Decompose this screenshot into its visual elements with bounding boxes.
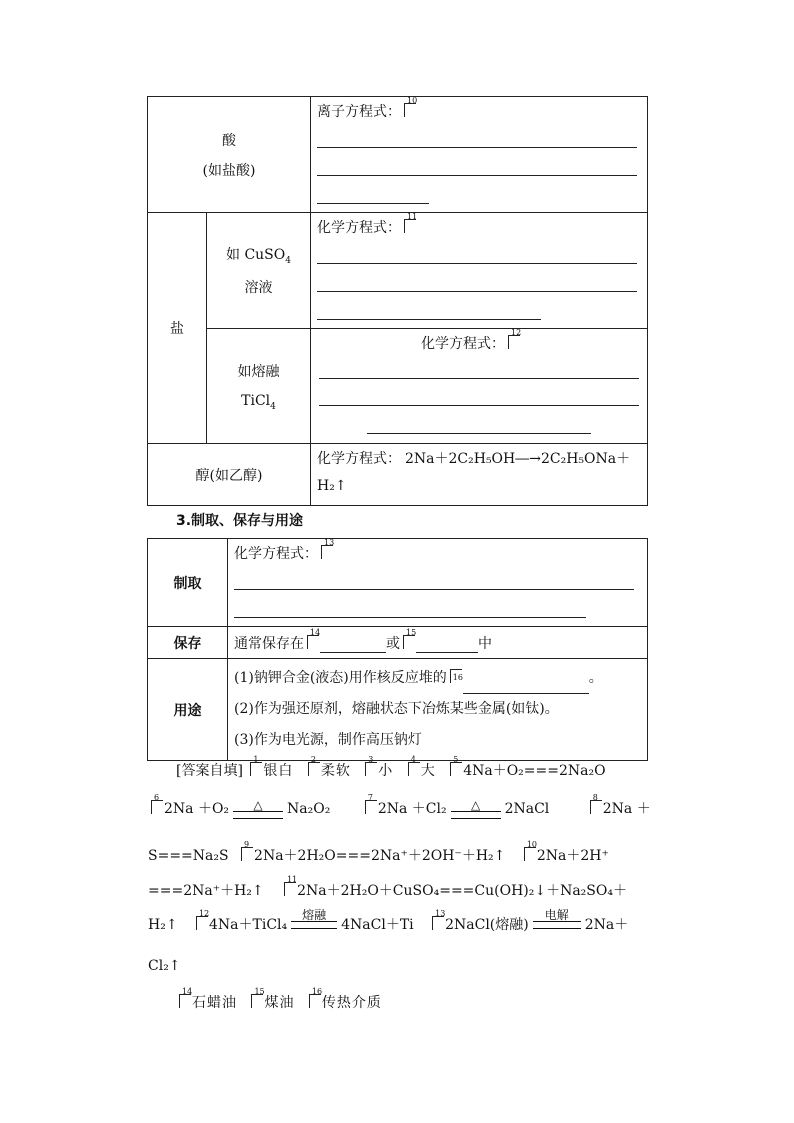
answer-marker: 15 (403, 635, 415, 649)
answer-4: 大 (420, 763, 436, 779)
ticl4-formula: TiCl (241, 392, 271, 409)
store-text: 通常保存在 (234, 635, 304, 652)
use-2: (2)作为强还原剂，熔融状态下冶炼某些金属(如钛)。 (234, 701, 559, 717)
answer-14: 石蜡油 (192, 995, 237, 1011)
alcohol-equation-cell (311, 444, 648, 506)
answer-marker: 11 (404, 219, 416, 233)
answer-9: 2Na＋2H₂O===2Na⁺＋2OH⁻＋H₂↑ (254, 848, 506, 864)
answer-6-left: 2Na ＋O₂ (164, 801, 230, 817)
answer-11-end: H₂↑ (148, 917, 178, 933)
ticl4-cell: 如熔融 TiCl$_4$ (207, 329, 311, 444)
alcohol-eq-label: 化学方程式： (317, 451, 401, 467)
answer-6-right: Na₂O₂ (287, 801, 331, 817)
prep-label: 制取 (148, 539, 228, 627)
cuso4-solution-label: 溶液 (244, 280, 273, 297)
use-3: (3)作为电光源，制作高压钠灯 (234, 732, 422, 748)
answer-10-right: ===2Na⁺＋H₂↑ (148, 883, 264, 899)
answer-marker: 14 (307, 635, 319, 649)
ticl4-label: 如熔融 (237, 363, 280, 380)
answer-8-left: 2Na ＋ (602, 801, 651, 817)
answer-marker: 10 (404, 103, 416, 117)
answer-marker: 12 (508, 335, 520, 349)
answer-7-left: 2Na ＋Cl₂ (377, 801, 447, 817)
store-label: 保存 (148, 627, 228, 659)
cuso4-eq-label: 化学方程式： (317, 220, 401, 236)
answer-12-right: 4NaCl＋Ti (341, 917, 414, 933)
use-cell: (1)钠钾合金(液态)用作核反应堆的 16 。 (2)作为强还原剂，熔融状态下冶炼某些金属(如钛)。 (3)作为电光源，制作高压钠灯 (228, 659, 648, 761)
answer-13-end: Cl₂↑ (148, 958, 181, 974)
use-label: 用途 (148, 659, 228, 761)
use-1: (1)钠钾合金(液态)用作核反应堆的 (234, 670, 447, 686)
cuso4-equation-cell (311, 213, 648, 329)
answer-marker: 16 (450, 669, 462, 683)
acid-equation-cell (311, 97, 648, 213)
answer-16: 传热介质 (321, 995, 382, 1011)
section-title: 3.制取、保存与用途 (176, 513, 304, 529)
answer-13-left: 2NaCl(熔融) (445, 917, 529, 933)
answer-2: 柔软 (320, 763, 351, 779)
answer-3: 小 (378, 763, 394, 779)
acid-eq-label: 离子方程式： (317, 104, 401, 120)
ticl4-eq-label: 化学方程式： (421, 336, 505, 352)
salt-label: 盐 (148, 213, 207, 444)
acid-label: 酸 (222, 132, 236, 149)
answer-5: 4Na＋O₂===2Na₂O (463, 763, 606, 779)
answer-10-left: 2Na＋2H⁺ (536, 848, 609, 864)
answer-11: 2Na＋2H₂O＋CuSO₄===Cu(OH)₂↓＋Na₂SO₄＋ (297, 883, 627, 899)
answer-15: 煤油 (264, 995, 295, 1011)
store-cell (228, 627, 648, 659)
answers-header: [答案自填] (176, 763, 243, 779)
store-end: 中 (478, 635, 492, 652)
answer-7-right: 2NaCl (504, 801, 550, 817)
reactions-table (147, 96, 648, 506)
answer-1: 银白 (263, 763, 294, 779)
prep-eq-label: 化学方程式： (234, 546, 318, 562)
acid-example: (如盐酸) (202, 162, 256, 179)
ticl4-equation-cell (311, 329, 648, 444)
answer-8-right: S===Na₂S (148, 848, 229, 864)
answer-13-right: 2Na＋ (584, 917, 629, 933)
prep-equation-cell (228, 539, 648, 627)
acid-cell (148, 97, 311, 213)
answer-marker: 13 (321, 545, 333, 559)
store-or: 或 (386, 635, 400, 652)
answer-12-left: 4Na＋TiCl₄ (209, 917, 288, 933)
alcohol-equation: 2Na＋2C₂H₅OH―→2C₂H₅ONa＋ (405, 451, 631, 467)
alcohol-label: 醇(如乙醇) (148, 444, 311, 506)
uses-table (147, 538, 648, 761)
alcohol-equation-end: H₂↑ (317, 478, 347, 494)
cuso4-cell: 如 CuSO$_4$ 溶液 (207, 213, 311, 329)
cuso4-label: 如 CuSO (226, 246, 286, 263)
